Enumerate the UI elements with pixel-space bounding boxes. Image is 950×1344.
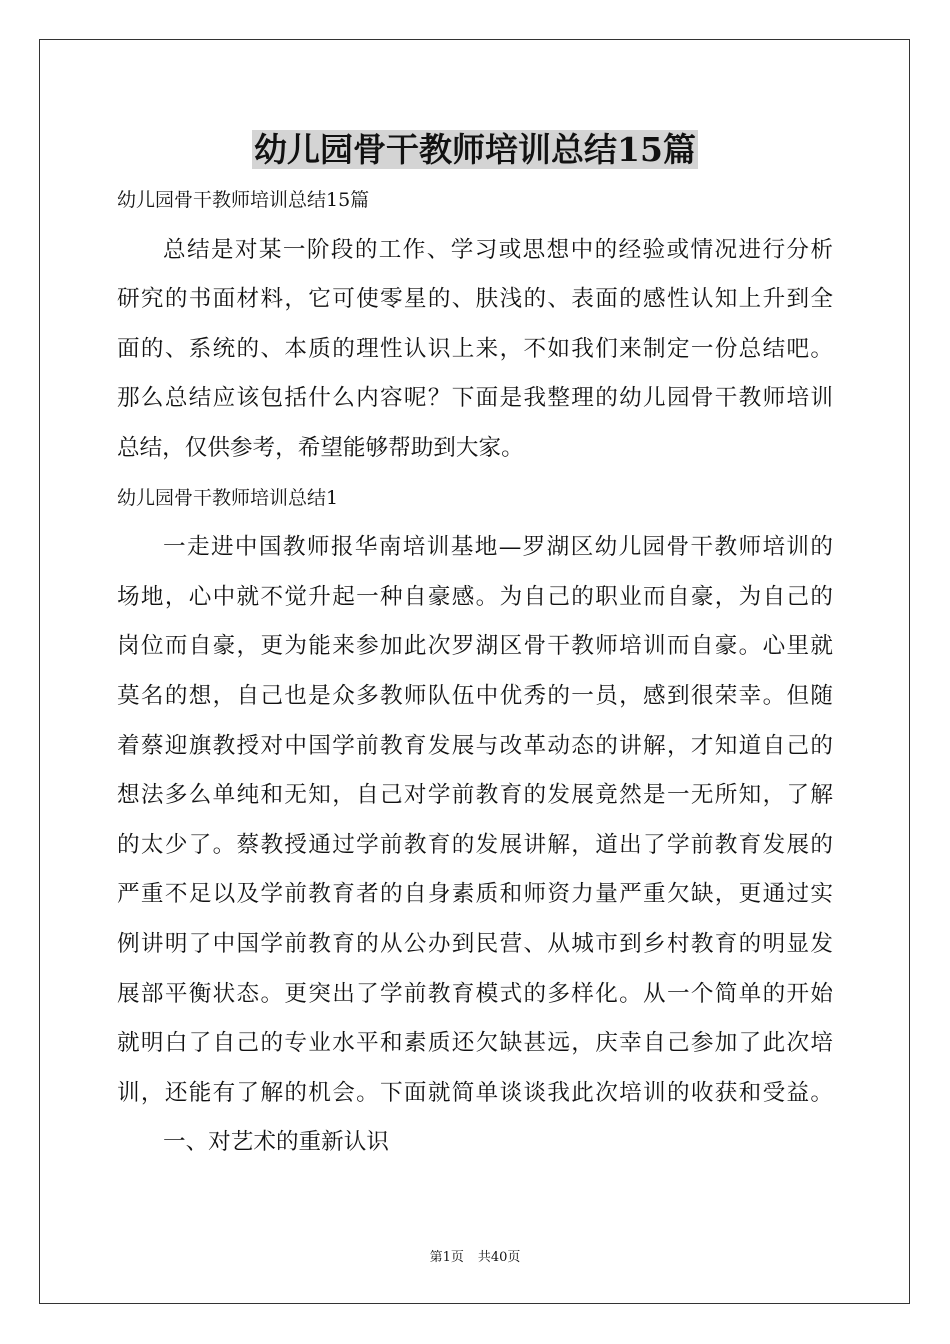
document-title-text: 幼儿园骨干教师培训总结15篇 — [254, 130, 696, 169]
subheading-line: 幼儿园骨干教师培训总结15篇 — [117, 189, 370, 211]
paragraph-line: 展部平衡状态。更突出了学前教育模式的多样化。从一个简单的开始 — [117, 980, 833, 1007]
page-number: 第1页 — [429, 1250, 464, 1265]
paragraph-line: 的太少了。蔡教授通过学前教育的发展讲解，道出了学前教育发展的 — [117, 831, 833, 858]
paragraph-line: 总结是对某一阶段的工作、学习或思想中的经验或情况进行分析 — [163, 236, 833, 263]
subsection-heading-line: 一、对艺术的重新认识 — [163, 1129, 389, 1156]
paragraph-line: 面的、系统的、本质的理性认识上来，不如我们来制定一份总结吧。 — [117, 335, 833, 362]
page-total: 共40页 — [477, 1250, 521, 1265]
paragraph-line: 莫名的想，自己也是众多教师队伍中优秀的一员，感到很荣幸。但随 — [117, 682, 833, 709]
paragraph-line: 研究的书面材料，它可使零星的、肤浅的、表面的感性认知上升到全 — [117, 286, 833, 313]
section-heading-line: 幼儿园骨干教师培训总结1 — [117, 486, 339, 509]
document-body — [117, 182, 833, 1174]
paragraph-line: 就明白了自己的专业水平和素质还欠缺甚远，庆幸自己参加了此次培 — [117, 1030, 833, 1057]
paragraph-line: 训，还能有了解的机会。下面就简单谈谈我此次培训的收获和受益。 — [117, 1079, 833, 1106]
paragraph-line: 着蔡迎旗教授对中国学前教育发展与改革动态的讲解，才知道自己的 — [117, 732, 833, 759]
paragraph-line: 总结，仅供参考，希望能够帮助到大家。 — [117, 434, 524, 461]
paragraph-line: 岗位而自豪，更为能来参加此次罗湖区骨干教师培训而自豪。心里就 — [117, 633, 833, 660]
paragraph-line: 场地，心中就不觉升起一种自豪感。为自己的职业而自豪，为自己的 — [117, 583, 833, 610]
document-title — [0, 128, 950, 172]
paragraph-line: 严重不足以及学前教育者的自身素质和师资力量严重欠缺，更通过实 — [117, 881, 833, 908]
paragraph-line: 那么总结应该包括什么内容呢？下面是我整理的幼儿园骨干教师培训 — [117, 385, 833, 412]
page-footer — [0, 1246, 950, 1265]
paragraph-line: 例讲明了中国学前教育的从公办到民营、从城市到乡村教育的明显发 — [117, 930, 833, 957]
paragraph-line: 想法多么单纯和无知，自己对学前教育的发展竟然是一无所知，了解 — [117, 782, 833, 809]
paragraph-line: 一走进中国教师报华南培训基地—罗湖区幼儿园骨干教师培训的 — [163, 534, 833, 561]
